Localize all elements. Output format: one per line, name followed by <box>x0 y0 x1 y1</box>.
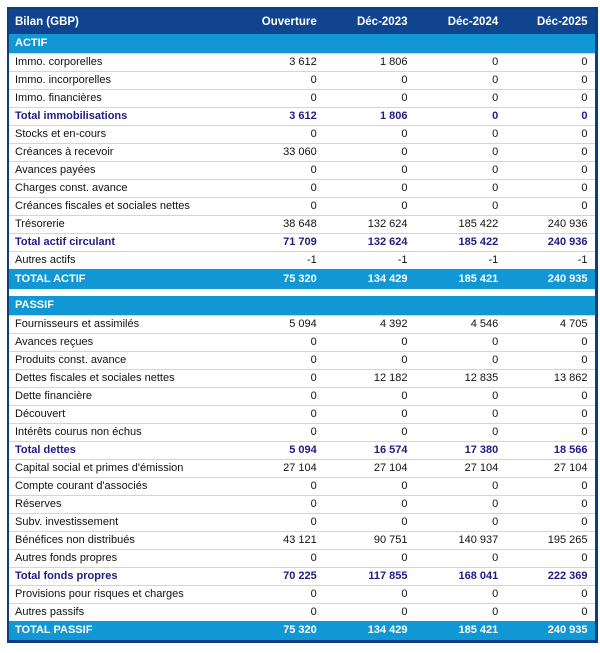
cell-value: 71 709 <box>233 233 324 251</box>
table-header <box>8 8 596 34</box>
cell-value: 240 936 <box>505 215 596 233</box>
cell-value: 0 <box>505 387 596 405</box>
row-label: Total dettes <box>8 441 233 459</box>
column-header-dec-2024: Déc-2024 <box>415 8 506 34</box>
table-row <box>8 477 596 495</box>
cell-value: 0 <box>233 405 324 423</box>
cell-value: 0 <box>505 89 596 107</box>
cell-value: 0 <box>415 513 506 531</box>
cell-value: 33 060 <box>233 143 324 161</box>
section-header-label: PASSIF <box>8 296 596 315</box>
row-label: Créances à recevoir <box>8 143 233 161</box>
grand-total-value: 75 320 <box>233 621 324 641</box>
row-label: Intérêts courus non échus <box>8 423 233 441</box>
cell-value: 0 <box>505 179 596 197</box>
cell-value: 0 <box>415 143 506 161</box>
table-row <box>8 197 596 215</box>
column-header-ouverture: Ouverture <box>233 8 324 34</box>
cell-value: 3 612 <box>233 53 324 71</box>
cell-value: 0 <box>415 477 506 495</box>
cell-value: 0 <box>505 197 596 215</box>
table-row <box>8 215 596 233</box>
cell-value: 0 <box>505 71 596 89</box>
cell-value: 0 <box>324 603 415 621</box>
cell-value: 240 936 <box>505 233 596 251</box>
row-label: Trésorerie <box>8 215 233 233</box>
cell-value: 0 <box>233 179 324 197</box>
cell-value: 0 <box>233 125 324 143</box>
cell-value: 90 751 <box>324 531 415 549</box>
cell-value: 0 <box>324 477 415 495</box>
cell-value: 117 855 <box>324 567 415 585</box>
cell-value: 5 094 <box>233 441 324 459</box>
table-row <box>8 143 596 161</box>
cell-value: 12 835 <box>415 369 506 387</box>
cell-value: 0 <box>505 143 596 161</box>
cell-value: -1 <box>505 251 596 269</box>
cell-value: -1 <box>415 251 506 269</box>
table-row <box>8 459 596 477</box>
cell-value: 0 <box>415 71 506 89</box>
row-label: Avances reçues <box>8 333 233 351</box>
section-header-passif <box>8 296 596 315</box>
cell-value: 0 <box>505 513 596 531</box>
row-label: Produits const. avance <box>8 351 233 369</box>
grand-total-label: TOTAL ACTIF <box>8 269 233 289</box>
table-row <box>8 405 596 423</box>
cell-value: 0 <box>324 585 415 603</box>
table-row <box>8 125 596 143</box>
row-label: Autres passifs <box>8 603 233 621</box>
cell-value: 0 <box>324 161 415 179</box>
cell-value: 0 <box>324 549 415 567</box>
cell-value: 27 104 <box>505 459 596 477</box>
cell-value: 3 612 <box>233 107 324 125</box>
row-label: Créances fiscales et sociales nettes <box>8 197 233 215</box>
spacer-cell <box>8 289 596 296</box>
cell-value: -1 <box>233 251 324 269</box>
cell-value: 0 <box>324 197 415 215</box>
grand-total-value: 134 429 <box>324 621 415 641</box>
row-label: Fournisseurs et assimilés <box>8 315 233 333</box>
cell-value: 1 806 <box>324 107 415 125</box>
cell-value: 12 182 <box>324 369 415 387</box>
cell-value: 18 566 <box>505 441 596 459</box>
row-label: Total immobilisations <box>8 107 233 125</box>
table-row <box>8 441 596 459</box>
row-label: Charges const. avance <box>8 179 233 197</box>
cell-value: 0 <box>415 197 506 215</box>
cell-value: 0 <box>324 387 415 405</box>
cell-value: 0 <box>324 423 415 441</box>
table-row <box>8 423 596 441</box>
cell-value: 0 <box>324 179 415 197</box>
table-row <box>8 585 596 603</box>
cell-value: 0 <box>505 585 596 603</box>
cell-value: 0 <box>324 71 415 89</box>
cell-value: 0 <box>415 125 506 143</box>
grand-total-row <box>8 269 596 289</box>
row-label: Avances payées <box>8 161 233 179</box>
section-spacer <box>8 289 596 296</box>
row-label: Réserves <box>8 495 233 513</box>
cell-value: 0 <box>505 333 596 351</box>
cell-value: 0 <box>233 387 324 405</box>
grand-total-row <box>8 621 596 641</box>
grand-total-value: 185 421 <box>415 621 506 641</box>
cell-value: 0 <box>505 603 596 621</box>
grand-total-value: 134 429 <box>324 269 415 289</box>
table-row <box>8 567 596 585</box>
cell-value: 185 422 <box>415 233 506 251</box>
table-row <box>8 513 596 531</box>
cell-value: 4 705 <box>505 315 596 333</box>
cell-value: 0 <box>233 351 324 369</box>
cell-value: 0 <box>505 423 596 441</box>
table-row <box>8 315 596 333</box>
section-header-actif <box>8 34 596 53</box>
cell-value: 0 <box>233 513 324 531</box>
column-header-dec-2025: Déc-2025 <box>505 8 596 34</box>
cell-value: 27 104 <box>415 459 506 477</box>
cell-value: 0 <box>233 423 324 441</box>
cell-value: 0 <box>233 603 324 621</box>
cell-value: 4 546 <box>415 315 506 333</box>
section-header-label: ACTIF <box>8 34 596 53</box>
row-label: Découvert <box>8 405 233 423</box>
table-row <box>8 549 596 567</box>
row-label: Immo. corporelles <box>8 53 233 71</box>
cell-value: 70 225 <box>233 567 324 585</box>
cell-value: 0 <box>505 477 596 495</box>
cell-value: 0 <box>415 387 506 405</box>
row-label: Subv. investissement <box>8 513 233 531</box>
table-row <box>8 107 596 125</box>
table-title: Bilan (GBP) <box>8 8 233 34</box>
table-body <box>8 34 596 641</box>
cell-value: 0 <box>505 125 596 143</box>
cell-value: 0 <box>505 405 596 423</box>
cell-value: 0 <box>233 585 324 603</box>
cell-value: 0 <box>324 351 415 369</box>
cell-value: 0 <box>233 89 324 107</box>
cell-value: 0 <box>324 333 415 351</box>
cell-value: 168 041 <box>415 567 506 585</box>
row-label: Bénéfices non distribués <box>8 531 233 549</box>
cell-value: 0 <box>324 405 415 423</box>
table-row <box>8 351 596 369</box>
cell-value: 27 104 <box>233 459 324 477</box>
cell-value: 38 648 <box>233 215 324 233</box>
table-row <box>8 161 596 179</box>
row-label: Stocks et en-cours <box>8 125 233 143</box>
cell-value: 0 <box>324 89 415 107</box>
cell-value: 185 422 <box>415 215 506 233</box>
table-row <box>8 53 596 71</box>
table-row <box>8 603 596 621</box>
cell-value: 0 <box>505 351 596 369</box>
grand-total-value: 75 320 <box>233 269 324 289</box>
grand-total-value: 240 935 <box>505 269 596 289</box>
cell-value: 16 574 <box>324 441 415 459</box>
row-label: Dette financière <box>8 387 233 405</box>
cell-value: 27 104 <box>324 459 415 477</box>
cell-value: 0 <box>505 495 596 513</box>
cell-value: 132 624 <box>324 215 415 233</box>
cell-value: 0 <box>233 369 324 387</box>
cell-value: 0 <box>415 107 506 125</box>
grand-total-value: 185 421 <box>415 269 506 289</box>
cell-value: 0 <box>415 179 506 197</box>
cell-value: 0 <box>505 161 596 179</box>
header-row <box>8 8 596 34</box>
table-row <box>8 531 596 549</box>
table-row <box>8 369 596 387</box>
table-row <box>8 233 596 251</box>
cell-value: 5 094 <box>233 315 324 333</box>
grand-total-value: 240 935 <box>505 621 596 641</box>
cell-value: 0 <box>415 89 506 107</box>
cell-value: 0 <box>505 53 596 71</box>
cell-value: 0 <box>324 495 415 513</box>
cell-value: 0 <box>233 477 324 495</box>
row-label: Total fonds propres <box>8 567 233 585</box>
table-row <box>8 333 596 351</box>
cell-value: 0 <box>233 71 324 89</box>
cell-value: 0 <box>415 53 506 71</box>
cell-value: -1 <box>324 251 415 269</box>
row-label: Immo. incorporelles <box>8 71 233 89</box>
row-label: Total actif circulant <box>8 233 233 251</box>
cell-value: 0 <box>415 603 506 621</box>
cell-value: 132 624 <box>324 233 415 251</box>
cell-value: 43 121 <box>233 531 324 549</box>
cell-value: 0 <box>233 333 324 351</box>
cell-value: 0 <box>233 495 324 513</box>
table-row <box>8 179 596 197</box>
table-row <box>8 495 596 513</box>
row-label: Capital social et primes d'émission <box>8 459 233 477</box>
cell-value: 0 <box>324 143 415 161</box>
cell-value: 0 <box>505 107 596 125</box>
cell-value: 0 <box>324 125 415 143</box>
cell-value: 0 <box>415 585 506 603</box>
grand-total-label: TOTAL PASSIF <box>8 621 233 641</box>
cell-value: 222 369 <box>505 567 596 585</box>
table-row <box>8 251 596 269</box>
row-label: Autres fonds propres <box>8 549 233 567</box>
cell-value: 0 <box>415 333 506 351</box>
row-label: Dettes fiscales et sociales nettes <box>8 369 233 387</box>
cell-value: 17 380 <box>415 441 506 459</box>
cell-value: 13 862 <box>505 369 596 387</box>
cell-value: 195 265 <box>505 531 596 549</box>
cell-value: 0 <box>233 197 324 215</box>
cell-value: 0 <box>415 495 506 513</box>
cell-value: 0 <box>233 549 324 567</box>
cell-value: 0 <box>415 423 506 441</box>
table-row <box>8 71 596 89</box>
cell-value: 0 <box>233 161 324 179</box>
table-row <box>8 387 596 405</box>
row-label: Provisions pour risques et charges <box>8 585 233 603</box>
column-header-dec-2023: Déc-2023 <box>324 8 415 34</box>
cell-value: 140 937 <box>415 531 506 549</box>
cell-value: 4 392 <box>324 315 415 333</box>
table-row <box>8 89 596 107</box>
row-label: Immo. financières <box>8 89 233 107</box>
cell-value: 0 <box>415 351 506 369</box>
row-label: Autres actifs <box>8 251 233 269</box>
cell-value: 0 <box>415 405 506 423</box>
cell-value: 0 <box>415 549 506 567</box>
balance-sheet-table <box>7 7 598 643</box>
cell-value: 0 <box>505 549 596 567</box>
row-label: Compte courant d'associés <box>8 477 233 495</box>
cell-value: 1 806 <box>324 53 415 71</box>
cell-value: 0 <box>324 513 415 531</box>
cell-value: 0 <box>415 161 506 179</box>
